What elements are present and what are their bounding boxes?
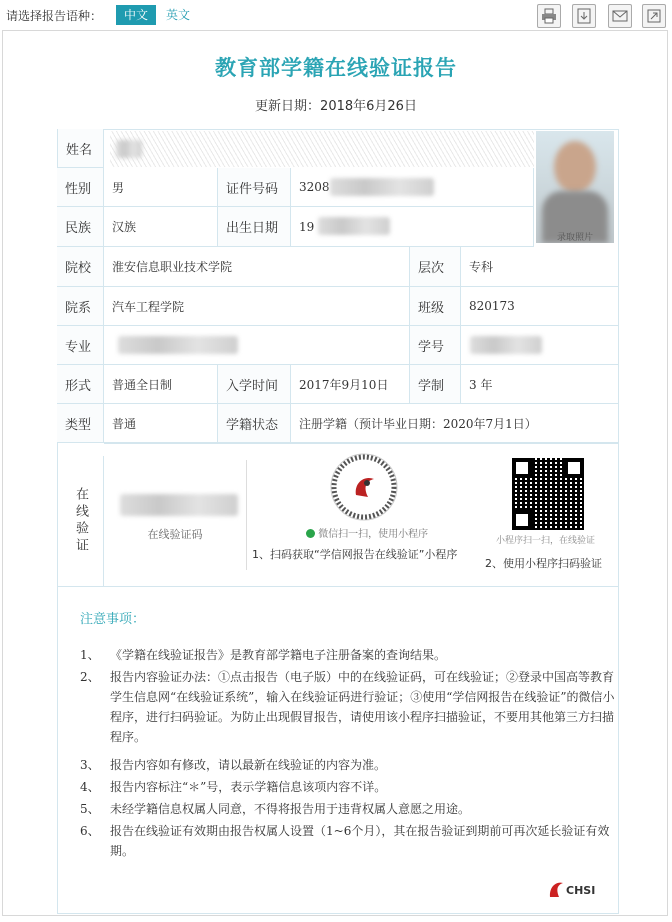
student-id-redacted xyxy=(470,336,542,354)
class-value: 820173 xyxy=(461,287,619,326)
print-button[interactable] xyxy=(537,4,561,28)
status-value: 注册学籍（预计毕业日期：2020年7月1日） xyxy=(291,404,619,443)
id-label: 证件号码 xyxy=(218,168,291,207)
language-label: 请选择报告语种： xyxy=(6,9,103,23)
download-pdf-button[interactable] xyxy=(572,4,596,28)
level-label: 层次 xyxy=(410,247,461,287)
class-label: 班级 xyxy=(410,287,461,326)
note-item: 1、 《学籍在线验证报告》是教育部学籍电子注册备案的查询结果。 xyxy=(80,648,447,662)
name-label: 姓名 xyxy=(57,129,104,168)
duration-label: 学制 xyxy=(410,365,461,404)
form-value: 普通全日制 xyxy=(104,365,218,404)
name-value-redacted xyxy=(116,140,142,158)
printer-icon xyxy=(541,8,557,24)
note-item: 6、 报告在线验证有效期由报告权属人设置（1~6个月），其在报告验证到期前可再次延长验证有效期。 xyxy=(80,824,610,858)
major-label: 专业 xyxy=(57,326,104,365)
birth-label: 出生日期 xyxy=(218,207,291,247)
student-id-label: 学号 xyxy=(410,326,461,365)
mail-icon xyxy=(612,8,628,24)
note-item: 4、 报告内容标注“＊”号，表示学籍信息该项内容不详。 xyxy=(80,780,387,794)
top-bar xyxy=(0,0,672,30)
level-value: 专科 xyxy=(461,247,619,287)
status-label: 学籍状态 xyxy=(218,404,291,443)
name-watermark-pattern xyxy=(110,131,534,167)
duration-value: 3 年 xyxy=(461,365,619,404)
dept-value: 汽车工程学院 xyxy=(104,287,410,326)
school-value: 淮安信息职业技术学院 xyxy=(104,247,410,287)
type-value: 普通 xyxy=(104,404,218,443)
chsi-bird-icon xyxy=(548,879,564,899)
wechat-caption: 微信扫一扫，使用小程序 xyxy=(306,525,428,540)
notes-box xyxy=(57,587,619,914)
enroll-value: 2017年9月10日 xyxy=(291,365,410,404)
online-verify-label: 在线验证 xyxy=(58,456,104,586)
verify-code-redacted[interactable] xyxy=(120,494,238,516)
note-item: 2、 报告内容验证办法：①点击报告（电子版）中的在线验证码，可在线验证；②登录中国高等教育学生信息网“在线验证系统”，输入在线验证码进行验证；③使用“学信网报告在线验证”的微信小程序，进行扫码验证。为防止出现假冒报告，请使用该小程序扫描验证，不要用其他第三方扫描程序。 xyxy=(80,670,615,744)
birth-value: 19 xyxy=(291,207,534,247)
pdf-icon xyxy=(576,8,592,24)
gender-label: 性别 xyxy=(57,168,104,207)
verify-divider xyxy=(246,460,247,570)
type-label: 类型 xyxy=(57,404,104,443)
student-photo xyxy=(536,131,614,243)
miniprogram-caption: 小程序扫一扫，在线验证 xyxy=(496,536,596,546)
major-redacted xyxy=(118,336,238,354)
note-item: 3、 报告内容如有修改，请以最新在线验证的内容为准。 xyxy=(80,758,387,772)
gender-value: 男 xyxy=(104,168,218,207)
enroll-label: 入学时间 xyxy=(218,365,291,404)
id-value: 3208 xyxy=(291,168,534,207)
language-chinese-button[interactable]: 中文 xyxy=(116,5,156,25)
qr-finder-bl xyxy=(512,510,532,530)
ethnic-label: 民族 xyxy=(57,207,104,247)
wechat-icon xyxy=(306,529,315,538)
ethnic-value: 汉族 xyxy=(104,207,218,247)
email-button[interactable] xyxy=(608,4,632,28)
qr-finder-tr xyxy=(564,458,584,478)
note-item: 5、 未经学籍信息权属人同意，不得将报告用于违背权属人意愿之用途。 xyxy=(80,802,471,816)
share-button[interactable] xyxy=(642,4,666,28)
miniprogram-code-icon xyxy=(330,453,398,521)
birth-redacted xyxy=(318,217,390,235)
verify-step-2: 2、使用小程序扫码验证 xyxy=(485,557,602,570)
update-date: 更新日期：2018年6月26日 xyxy=(255,99,417,114)
wechat-miniprogram-code xyxy=(330,453,398,521)
report-title: 教育部学籍在线验证报告 xyxy=(215,56,457,80)
notes-title: 注意事项： xyxy=(80,612,146,627)
dept-label: 院系 xyxy=(57,287,104,326)
form-label: 形式 xyxy=(57,365,104,404)
verify-step-1: 1、扫码获取“学信网报告在线验证”小程序 xyxy=(252,548,458,561)
verify-code-caption: 在线验证码 xyxy=(147,528,203,541)
photo-caption: 录取照片 xyxy=(556,233,593,243)
share-icon xyxy=(646,8,662,24)
language-english-button[interactable]: 英文 xyxy=(166,8,191,22)
qr-finder-tl xyxy=(512,458,532,478)
school-label: 院校 xyxy=(57,247,104,287)
chsi-logo: CHSI xyxy=(548,879,610,901)
id-redacted xyxy=(330,178,434,196)
photo-face-blurred xyxy=(554,141,596,193)
